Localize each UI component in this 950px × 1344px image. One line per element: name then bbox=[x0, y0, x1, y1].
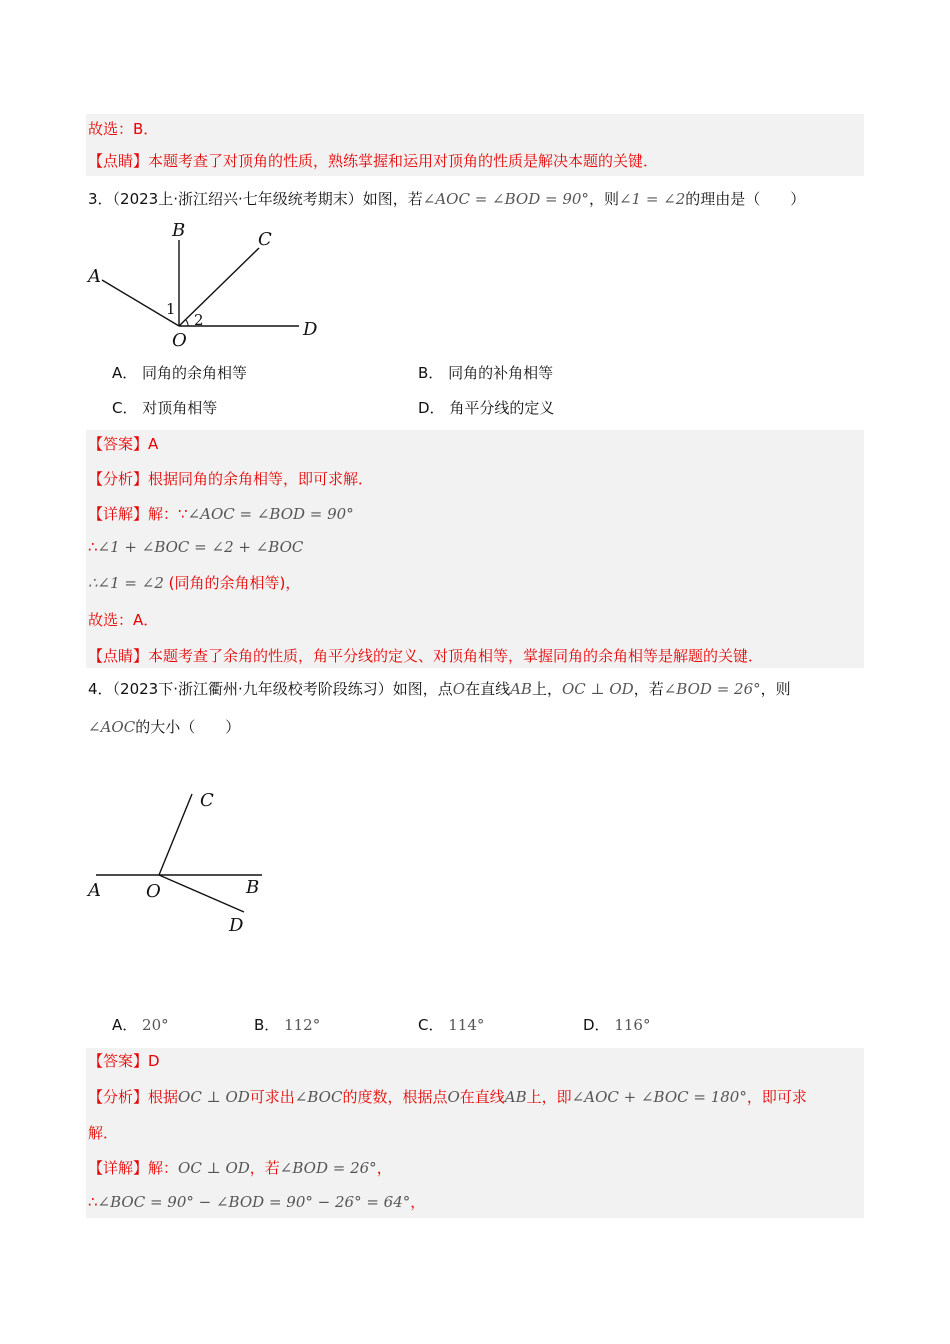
option-text: 同角的补角相等 bbox=[448, 364, 554, 382]
step1-math: ∠1 + ∠BOC = ∠2 + ∠BOC bbox=[97, 538, 304, 556]
ray-oc bbox=[179, 248, 259, 326]
question-number: 4． bbox=[88, 680, 113, 698]
analysis-tag: 【分析】 bbox=[88, 1088, 149, 1106]
option-text: 对顶角相等 bbox=[142, 399, 218, 417]
option-c[interactable] bbox=[418, 1014, 484, 1036]
stem-text: 在直线 bbox=[465, 680, 511, 698]
analysis-text: 根据 bbox=[148, 1088, 179, 1106]
stem-tail: 的大小（ ） bbox=[135, 718, 241, 736]
step1-tail: ， bbox=[410, 1193, 426, 1211]
option-key: B． bbox=[418, 364, 444, 382]
therefore-symbol: ∴ bbox=[88, 538, 98, 556]
comment-tag: 【点睛】 bbox=[88, 152, 149, 170]
detail-text: 解：∵ bbox=[148, 505, 188, 523]
label-c: C bbox=[200, 790, 214, 811]
analysis-line-q3 bbox=[88, 468, 373, 490]
stem-text: ，则 bbox=[588, 190, 619, 208]
analysis-text: 根据同角的余角相等，即可求解． bbox=[148, 470, 374, 488]
answer-tag: 【答案】 bbox=[88, 1052, 149, 1070]
angle-label-1: 1 bbox=[166, 300, 176, 318]
option-key: D． bbox=[583, 1016, 610, 1034]
step2-line-q3 bbox=[88, 572, 300, 594]
detail-tag: 【详解】 bbox=[88, 505, 149, 523]
stem-text: 上， bbox=[531, 680, 562, 698]
option-b[interactable] bbox=[254, 1014, 320, 1036]
option-key: D． bbox=[418, 399, 445, 417]
analysis-math: ∠AOC + ∠BOC = 180° bbox=[571, 1088, 747, 1106]
option-key: A． bbox=[112, 1016, 138, 1034]
label-b: B bbox=[246, 877, 260, 898]
question-source: （2023上·浙江绍兴·七年级统考期末）如图，若 bbox=[112, 190, 423, 208]
comment-text: 本题考查了余角的性质，角平分线的定义、对顶角相等，掌握同角的余角相等是解题的关键． bbox=[148, 647, 764, 665]
analysis-math: ∠BOC bbox=[294, 1088, 343, 1106]
option-text: 116° bbox=[614, 1016, 651, 1034]
step1-line-q3 bbox=[88, 536, 303, 558]
label-a: A bbox=[88, 266, 101, 287]
option-b[interactable] bbox=[418, 362, 553, 384]
question-4-stem-line1 bbox=[88, 678, 791, 700]
analysis-math: O bbox=[447, 1088, 460, 1106]
analysis-line-q4 bbox=[88, 1086, 807, 1108]
option-text: 角平分线的定义 bbox=[449, 399, 555, 417]
aoc-math: ∠AOC bbox=[88, 718, 136, 736]
detail-math: ∠AOC = ∠BOD = 90° bbox=[187, 505, 354, 523]
line-ab-math: AB bbox=[510, 680, 532, 698]
analysis-text: 上，即 bbox=[526, 1088, 572, 1106]
therefore-symbol: ∴ bbox=[88, 1193, 98, 1211]
detail-math: OC ⊥ OD bbox=[178, 1159, 250, 1177]
label-a: A bbox=[88, 880, 101, 901]
analysis-math: OC ⊥ OD bbox=[178, 1088, 250, 1106]
ray-oc bbox=[159, 794, 192, 875]
answer-tag: 【答案】 bbox=[88, 435, 149, 453]
choose-line-q2: 故选：B． bbox=[88, 120, 159, 138]
detail-tag: 【详解】 bbox=[88, 1159, 149, 1177]
label-d: D bbox=[229, 915, 244, 936]
figure-q3 bbox=[84, 218, 334, 350]
question-number: 3． bbox=[88, 190, 113, 208]
condition2-math: ∠1 = ∠2 bbox=[618, 190, 686, 208]
stem-tail: 的理由是（ ） bbox=[685, 190, 806, 208]
step1-line-q4 bbox=[88, 1191, 425, 1213]
question-source: （2023下·浙江衢州·九年级校考阶段练习）如图，点 bbox=[112, 680, 453, 698]
option-text: 112° bbox=[284, 1016, 321, 1034]
option-text: 同角的余角相等 bbox=[142, 364, 248, 382]
label-o: O bbox=[172, 330, 187, 350]
angle-label-2: 2 bbox=[194, 311, 204, 329]
option-key: C． bbox=[112, 399, 138, 417]
angle-arc-2 bbox=[186, 320, 189, 327]
question-4-stem-line2 bbox=[88, 716, 240, 738]
answer-value: D bbox=[148, 1052, 160, 1070]
option-key: A． bbox=[112, 364, 138, 382]
analysis-math: AB bbox=[504, 1088, 527, 1106]
detail-text: ， bbox=[376, 1159, 392, 1177]
option-key: B． bbox=[254, 1016, 280, 1034]
answer-line-q4 bbox=[88, 1050, 160, 1072]
analysis-text: 可求出 bbox=[249, 1088, 295, 1106]
bod-math: ∠BOD = 26° bbox=[663, 680, 761, 698]
step1-math: ∠BOC = 90° − ∠BOD = 90° − 26° = 64° bbox=[97, 1193, 411, 1211]
therefore-symbol: ∴ bbox=[88, 574, 98, 592]
option-a[interactable] bbox=[112, 362, 247, 384]
answer-value: A bbox=[148, 435, 159, 453]
detail-line-q4 bbox=[88, 1157, 392, 1179]
perp-math: OC ⊥ OD bbox=[561, 680, 634, 698]
option-text: 114° bbox=[448, 1016, 485, 1034]
option-text: 20° bbox=[142, 1016, 169, 1034]
comment-text: 本题考查了对顶角的性质，熟练掌握和运用对顶角的性质是解决本题的关键． bbox=[148, 152, 659, 170]
label-o: O bbox=[146, 881, 161, 902]
option-a[interactable] bbox=[112, 1014, 169, 1036]
detail-text: 解： bbox=[148, 1159, 179, 1177]
question-3-stem bbox=[88, 188, 805, 210]
answer-line-q3 bbox=[88, 433, 158, 455]
choose-line-q3: 故选：A． bbox=[88, 611, 159, 629]
figure-q4 bbox=[84, 782, 284, 942]
ray-od bbox=[159, 875, 244, 912]
label-c: C bbox=[258, 229, 272, 250]
option-d[interactable] bbox=[583, 1014, 650, 1036]
condition-math: ∠AOC = ∠BOD = 90° bbox=[422, 190, 589, 208]
stem-text: ，若 bbox=[633, 680, 664, 698]
analysis-line2-q4: 解． bbox=[88, 1124, 119, 1142]
label-b: B bbox=[172, 220, 186, 241]
comment-line-q2 bbox=[88, 150, 658, 172]
analysis-text: ，即可求 bbox=[746, 1088, 807, 1106]
option-d[interactable] bbox=[418, 397, 554, 419]
option-c[interactable] bbox=[112, 397, 217, 419]
detail-math: ∠BOD = 26° bbox=[279, 1159, 377, 1177]
analysis-text: 的度数，根据点 bbox=[342, 1088, 448, 1106]
comment-tag: 【点睛】 bbox=[88, 647, 149, 665]
step2-text: (同角的余角相等)， bbox=[168, 574, 301, 592]
comment-line-q3 bbox=[88, 645, 763, 667]
detail-line-q3 bbox=[88, 503, 354, 525]
option-key: C． bbox=[418, 1016, 444, 1034]
step2-math: ∠1 = ∠2 bbox=[97, 574, 164, 592]
point-o-math: O bbox=[452, 680, 466, 698]
detail-text: ，若 bbox=[249, 1159, 280, 1177]
analysis-text: 在直线 bbox=[459, 1088, 505, 1106]
label-d: D bbox=[303, 319, 318, 340]
analysis-tag: 【分析】 bbox=[88, 470, 149, 488]
stem-text: ，则 bbox=[760, 680, 791, 698]
